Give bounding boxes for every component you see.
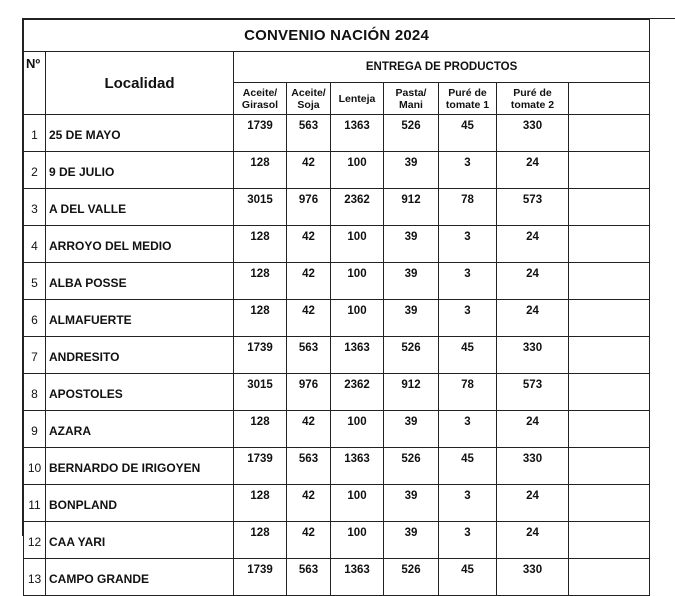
cell-pasta-mani: 39	[384, 411, 439, 448]
cell-pure-2: 24	[497, 485, 569, 522]
table-row	[24, 189, 650, 226]
cell-aceite-soja: 42	[287, 152, 331, 189]
cell-pure-1: 3	[439, 522, 497, 559]
cell-aceite-soja: 42	[287, 485, 331, 522]
cell-pure-2: 330	[497, 448, 569, 485]
cell-aceite-soja: 42	[287, 226, 331, 263]
row-number: 11	[24, 485, 46, 522]
cell-pure-1: 3	[439, 152, 497, 189]
row-locality: 25 DE MAYO	[46, 115, 234, 152]
cell-lenteja: 100	[331, 411, 384, 448]
header-number: Nº	[24, 52, 46, 115]
table-row	[24, 374, 650, 411]
cell-aceite-girasol: 1739	[234, 115, 287, 152]
cell-pure-1: 3	[439, 485, 497, 522]
row-locality: APOSTOLES	[46, 374, 234, 411]
table-row	[24, 522, 650, 559]
cell-lenteja: 100	[331, 152, 384, 189]
table-row	[24, 152, 650, 189]
header-product-delivery: ENTREGA DE PRODUCTOS	[234, 52, 650, 83]
cell-pure-2: 24	[497, 226, 569, 263]
table-row	[24, 411, 650, 448]
cell-aceite-girasol: 1739	[234, 559, 287, 596]
header-empty-column	[569, 83, 650, 115]
cell-aceite-soja: 42	[287, 522, 331, 559]
document-sheet	[22, 18, 675, 586]
cell-pure-2: 24	[497, 522, 569, 559]
cell-aceite-girasol: 1739	[234, 337, 287, 374]
cell-empty	[569, 115, 650, 152]
cell-aceite-girasol: 128	[234, 300, 287, 337]
row-locality: BONPLAND	[46, 485, 234, 522]
table-row	[24, 115, 650, 152]
row-number: 2	[24, 152, 46, 189]
cell-empty	[569, 152, 650, 189]
cell-empty	[569, 374, 650, 411]
cell-empty	[569, 559, 650, 596]
cell-empty	[569, 189, 650, 226]
header-locality: Localidad	[46, 52, 234, 115]
table-row	[24, 226, 650, 263]
cell-empty	[569, 522, 650, 559]
cell-empty	[569, 448, 650, 485]
header-pure-tomate-2: Puré de tomate 2	[497, 83, 569, 115]
cell-empty	[569, 263, 650, 300]
cell-pure-1: 78	[439, 374, 497, 411]
cell-lenteja: 1363	[331, 337, 384, 374]
cell-lenteja: 1363	[331, 448, 384, 485]
header-pasta-mani: Pasta/ Mani	[384, 83, 439, 115]
row-number: 8	[24, 374, 46, 411]
cell-pure-2: 24	[497, 300, 569, 337]
cell-pasta-mani: 39	[384, 152, 439, 189]
cell-aceite-girasol: 1739	[234, 448, 287, 485]
cell-aceite-girasol: 128	[234, 152, 287, 189]
cell-pure-1: 45	[439, 448, 497, 485]
cell-pure-1: 45	[439, 337, 497, 374]
header-pure-tomate-1: Puré de tomate 1	[439, 83, 497, 115]
cell-pure-1: 45	[439, 115, 497, 152]
table-row	[24, 263, 650, 300]
delivery-table	[23, 19, 650, 596]
cell-lenteja: 100	[331, 226, 384, 263]
cell-empty	[569, 226, 650, 263]
row-number: 6	[24, 300, 46, 337]
row-number: 12	[24, 522, 46, 559]
cell-pure-2: 24	[497, 263, 569, 300]
header-aceite-girasol: Aceite/ Girasol	[234, 83, 287, 115]
cell-pure-2: 573	[497, 374, 569, 411]
cell-empty	[569, 411, 650, 448]
cell-pasta-mani: 526	[384, 115, 439, 152]
cell-empty	[569, 337, 650, 374]
row-number: 1	[24, 115, 46, 152]
cell-aceite-girasol: 128	[234, 485, 287, 522]
cell-pure-2: 330	[497, 559, 569, 596]
table-body	[24, 115, 650, 596]
cell-pure-1: 3	[439, 411, 497, 448]
table-row	[24, 448, 650, 485]
cell-pure-2: 330	[497, 337, 569, 374]
cell-lenteja: 2362	[331, 374, 384, 411]
cell-aceite-soja: 563	[287, 559, 331, 596]
row-number: 5	[24, 263, 46, 300]
cell-aceite-soja: 976	[287, 374, 331, 411]
cell-pasta-mani: 39	[384, 263, 439, 300]
header-lenteja: Lenteja	[331, 83, 384, 115]
cell-aceite-soja: 563	[287, 115, 331, 152]
cell-aceite-soja: 563	[287, 448, 331, 485]
cell-aceite-girasol: 3015	[234, 189, 287, 226]
cell-lenteja: 2362	[331, 189, 384, 226]
row-number: 9	[24, 411, 46, 448]
row-locality: BERNARDO DE IRIGOYEN	[46, 448, 234, 485]
cell-pure-2: 24	[497, 411, 569, 448]
row-number: 7	[24, 337, 46, 374]
cell-aceite-girasol: 128	[234, 522, 287, 559]
table-row	[24, 300, 650, 337]
cell-pasta-mani: 39	[384, 522, 439, 559]
row-locality: 9 DE JULIO	[46, 152, 234, 189]
row-locality: CAMPO GRANDE	[46, 559, 234, 596]
cell-aceite-girasol: 128	[234, 411, 287, 448]
cell-lenteja: 1363	[331, 115, 384, 152]
cell-lenteja: 100	[331, 522, 384, 559]
table-row	[24, 485, 650, 522]
row-locality: CAA YARI	[46, 522, 234, 559]
header-aceite-soja: Aceite/ Soja	[287, 83, 331, 115]
cell-pure-2: 573	[497, 189, 569, 226]
cell-aceite-soja: 42	[287, 411, 331, 448]
cell-empty	[569, 300, 650, 337]
row-locality: ALMAFUERTE	[46, 300, 234, 337]
cell-aceite-girasol: 128	[234, 263, 287, 300]
row-locality: A DEL VALLE	[46, 189, 234, 226]
cell-lenteja: 100	[331, 300, 384, 337]
table-row	[24, 559, 650, 596]
cell-lenteja: 100	[331, 263, 384, 300]
cell-pasta-mani: 912	[384, 189, 439, 226]
row-number: 4	[24, 226, 46, 263]
row-locality: ANDRESITO	[46, 337, 234, 374]
row-number: 10	[24, 448, 46, 485]
cell-empty	[569, 485, 650, 522]
cell-pasta-mani: 912	[384, 374, 439, 411]
cell-pure-2: 330	[497, 115, 569, 152]
cell-aceite-girasol: 3015	[234, 374, 287, 411]
cell-lenteja: 100	[331, 485, 384, 522]
cell-pure-1: 45	[439, 559, 497, 596]
row-number: 13	[24, 559, 46, 596]
cell-pure-1: 78	[439, 189, 497, 226]
cell-aceite-soja: 42	[287, 300, 331, 337]
row-locality: ALBA POSSE	[46, 263, 234, 300]
cell-pasta-mani: 39	[384, 226, 439, 263]
cell-aceite-soja: 42	[287, 263, 331, 300]
cell-pure-1: 3	[439, 300, 497, 337]
cell-pasta-mani: 526	[384, 337, 439, 374]
cell-pure-1: 3	[439, 263, 497, 300]
cell-aceite-soja: 563	[287, 337, 331, 374]
cell-pasta-mani: 39	[384, 300, 439, 337]
cell-lenteja: 1363	[331, 559, 384, 596]
page-title: CONVENIO NACIÓN 2024	[24, 20, 650, 52]
row-locality: ARROYO DEL MEDIO	[46, 226, 234, 263]
cell-pasta-mani: 526	[384, 559, 439, 596]
row-locality: AZARA	[46, 411, 234, 448]
cell-aceite-girasol: 128	[234, 226, 287, 263]
row-number: 3	[24, 189, 46, 226]
cell-pure-1: 3	[439, 226, 497, 263]
cell-pasta-mani: 526	[384, 448, 439, 485]
cell-pure-2: 24	[497, 152, 569, 189]
cell-pasta-mani: 39	[384, 485, 439, 522]
table-row	[24, 337, 650, 374]
cell-aceite-soja: 976	[287, 189, 331, 226]
